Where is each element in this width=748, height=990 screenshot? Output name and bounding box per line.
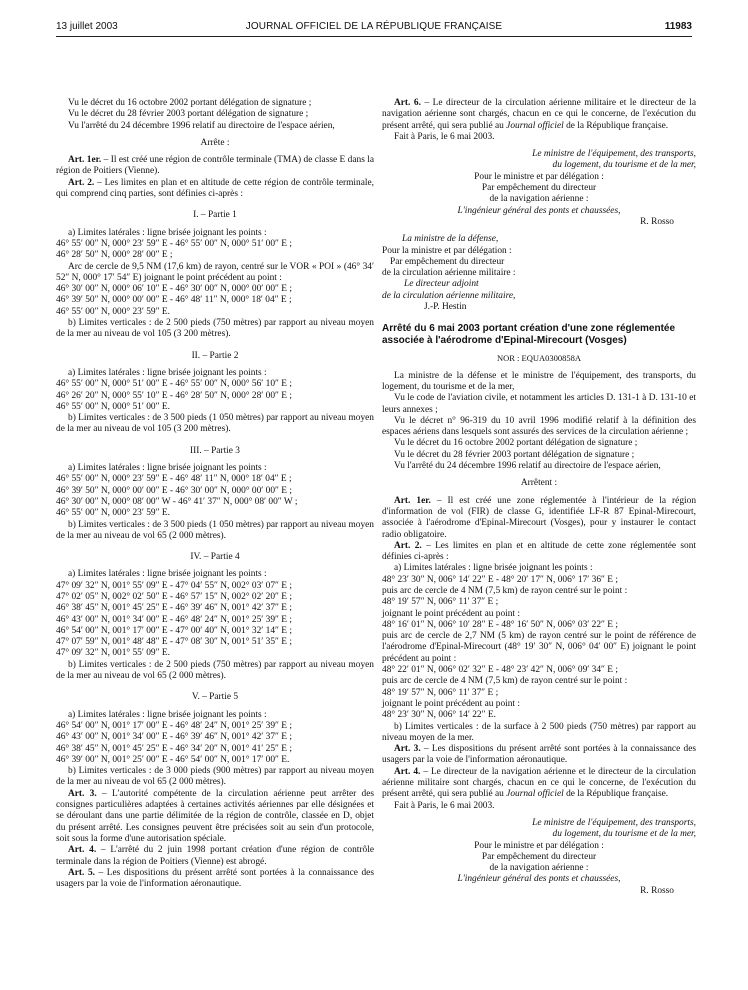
article-2 [382, 541, 696, 564]
lateral-limits: a) Limites latérales : ligne brisée joignant les points : [68, 709, 267, 720]
section-title: I. – Partie 1 [193, 210, 237, 221]
signature-line: Pour la ministre et par délégation : [382, 245, 512, 256]
arrete-heading: Arrêtent : [520, 478, 558, 489]
article-6 [382, 98, 696, 132]
article-3 [382, 744, 696, 767]
article-label: Art. 3. [68, 788, 97, 799]
right-column [382, 98, 696, 897]
coordinate-line: 48° 23′ 30″ N, 006° 14′ 22″ E - 48° 20′ 17″ N, 006° 17′ 36″ E ; [382, 574, 618, 585]
coordinate-line: 46° 55′ 00″ N, 000° 23′ 59″ E - 46° 48′ 11″ N, 000° 18′ 04″ E ; [56, 474, 292, 485]
lateral-limits: a) Limites latérales : ligne brisée joignant les points : [68, 463, 267, 474]
header-rule [56, 36, 692, 37]
article-text: – L'arrêté du 2 juin 1998 portant création d'une région de contrôle terminale dans la région de Poitiers (Vienne) est abrogé. [56, 845, 374, 867]
signatory-title: du logement, du tourisme et de la mer, [552, 829, 696, 840]
done-at-line: Fait à Paris, le 6 mai 2003. [394, 131, 495, 142]
coordinate-line: 46° 39′ 00″ N, 001° 25′ 00″ E - 46° 54′ 00″ N, 001° 17′ 00″ E. [56, 754, 290, 765]
coordinate-line: 46° 39′ 50″ N, 000° 00′ 00″ E - 46° 30′ 00″ N, 000° 00′ 00″ E ; [56, 485, 292, 496]
vu-paragraph: Vu l'arrêté du 24 décembre 1996 relatif au directoire de l'espace aérien, [68, 120, 335, 131]
decree-title: Arrêté du 6 mai 2003 portant création d'une zone réglementée associée à l'aérodrome d'Epinal-Mirecourt (Vosges) [382, 323, 676, 347]
article-text: – Les limites en plan et en altitude de cette zone réglementée sont définies ci-après : [382, 540, 696, 563]
article-text: – Le directeur de la navigation aérienne et le directeur de la circulation aérienne militaire sont chargés, chacun en ce qui le concerne, de l'exécution du présent arrêté, qui sera publié au [382, 766, 696, 800]
signature-line: de la navigation aérienne : [489, 863, 589, 874]
article-label: Art. 1er. [68, 155, 102, 166]
coordinate-line: 46° 55′ 00″ N, 000° 51′ 00″ E - 46° 55′ 00″ N, 000° 56′ 10″ E ; [56, 379, 292, 390]
coordinate-line: 47° 02′ 05″ N, 002° 02′ 50″ E - 46° 57′ 15″ N, 002° 02′ 20″ E ; [56, 591, 292, 602]
lateral-limits: a) Limites latérales : ligne brisée joignant les points : [68, 367, 267, 378]
coordinate-line: 46° 43′ 00″ N, 001° 34′ 00″ E - 46° 48′ 24″ N, 001° 25′ 39″ E ; [56, 614, 292, 625]
signature-line: Le directeur adjoint [404, 279, 479, 290]
article-text: – Il est créé une région de contrôle terminale (TMA) de classe E dans la région de Poitiers (Vienne). [56, 155, 374, 177]
article-2 [56, 178, 374, 201]
signature-line: Pour le ministre et par délégation : [474, 840, 604, 851]
article-label: Art. 6. [394, 98, 421, 108]
article-label: Art. 2. [68, 177, 95, 188]
article-label: Art. 4. [68, 845, 97, 856]
article-1 [56, 155, 374, 178]
done-at-line: Fait à Paris, le 6 mai 2003. [394, 800, 495, 811]
coordinate-line: 46° 30′ 00″ N, 000° 06′ 10″ E - 46° 30′ 00″ N, 000° 00′ 00″ E ; [56, 284, 292, 295]
vu-paragraph: Vu le décret du 28 février 2003 portant délégation de signature ; [394, 449, 635, 460]
article-text: de la République française. [563, 120, 669, 131]
coordinate-line: 46° 30′ 00″ N, 000° 08′ 00″ W - 46° 41′ 37″ N, 000° 08′ 00″ W ; [56, 496, 298, 507]
join-description: joignant le point précédent au point : [382, 698, 520, 709]
nor-reference: NOR : EQUA0300858A [496, 353, 582, 364]
coordinate-line: 46° 28′ 50″ N, 000° 28′ 00″ E ; [56, 250, 173, 261]
vertical-limits: b) Limites verticales : de 3 500 pieds (1 050 mètres) par rapport au niveau moyen de la mer au niveau de vol 65 (2 000 mètres). [56, 519, 374, 541]
vertical-limits: b) Limites verticales : de 3 500 pieds (1 050 mètres) par rapport au niveau moyen de la mer au niveau de vol 105 (3 200 mètres). [56, 413, 374, 435]
left-column [56, 98, 374, 890]
coordinate-line: 46° 55′ 00″ N, 000° 23′ 59″ E - 46° 55′ 00″ N, 000° 51′ 00″ E ; [56, 238, 292, 249]
article-text: – Il est créé une zone réglementée à l'intérieur de la région d'information de vol (FIR) de classe G, identifiée LF-R 87 Epinal-Mirecourt, associée à l'aérodrome d'Epinal-Mirecourt (Vosges), pour y instaurer le contact radio obligatoire. [382, 495, 697, 540]
vertical-limits: b) Limites verticales : de 3 000 pieds (900 mètres) par rapport au niveau moyen de la mer au niveau de vol 65 (2 000 mètres). [56, 766, 374, 788]
article-label: Art. 2. [394, 540, 422, 551]
vu-paragraph: Vu l'arrêté du 24 décembre 1996 relatif au directoire de l'espace aérien, [394, 461, 661, 472]
signatory-name: R. Rosso [640, 885, 674, 896]
arrete-heading: Arrête : [200, 137, 230, 148]
signatory-name: J.-P. Hestin [424, 302, 467, 313]
article-3 [56, 789, 374, 845]
vu-paragraph: Vu le code de l'aviation civile, et notamment les articles D. 131-1 à D. 131-10 et leurs annexes ; [382, 393, 696, 415]
header-page-number: 11983 [664, 21, 692, 32]
signatory-title: Le ministre de l'équipement, des transports, [532, 149, 696, 160]
coordinate-line: 46° 26′ 20″ N, 000° 55′ 10″ E - 46° 28′ 50″ N, 000° 28′ 00″ E ; [56, 390, 292, 401]
vu-paragraph: Vu le décret n° 96-319 du 10 avril 1996 modifié relatif à la définition des espaces aériens dans lesquels sont assurés des services de la circulation aérienne ; [382, 415, 696, 438]
vertical-limits: b) Limites verticales : de 2 500 pieds (750 mètres) par rapport au niveau moyen de la mer au niveau de vol 65 (2 000 mètres). [56, 659, 374, 682]
section-title: V. – Partie 5 [191, 692, 239, 703]
article-4 [382, 767, 696, 801]
coordinate-line: 46° 55′ 00″ N, 000° 51′ 00″ E. [56, 401, 170, 412]
article-1 [382, 496, 696, 541]
article-label: Art. 1er. [394, 495, 431, 506]
coordinate-line: 46° 39′ 50″ N, 000° 00′ 00″ E - 46° 48′ 11″ N, 000° 18′ 04″ E ; [56, 295, 292, 306]
lateral-limits: a) Limites latérales : ligne brisée joignant les points : [394, 563, 593, 574]
signature-line: Par empêchement du directeur [481, 851, 597, 862]
journal-reference: Journal officiel [506, 120, 564, 131]
coordinate-line: 48° 16′ 01″ N, 006° 10′ 28″ E - 48° 16′ 50″ N, 006° 03′ 22″ E ; [382, 619, 618, 630]
intro-paragraph: La ministre de la défense et le ministre de l'équipement, des transports, du logement, du tourisme et de la mer, [382, 370, 696, 392]
header-date: 13 juillet 2003 [56, 21, 118, 32]
lateral-limits: a) Limites latérales : ligne brisée joignant les points : [68, 227, 267, 238]
signatory-name: R. Rosso [640, 216, 674, 227]
coordinate-line: 46° 55′ 00″ N, 000° 23′ 59″ E. [56, 508, 170, 519]
coordinate-line: 48° 19′ 57″ N, 006° 11′ 37″ E ; [382, 597, 499, 608]
signatory-title: du logement, du tourisme et de la mer, [552, 160, 696, 171]
vu-paragraph: Vu le décret du 16 octobre 2002 portant délégation de signature ; [394, 438, 638, 449]
coordinate-line: 46° 54′ 00″ N, 001° 17′ 00″ E - 46° 48′ 24″ N, 001° 25′ 39″ E ; [56, 720, 292, 731]
arc-description: puis arc de cercle de 4 NM (7,5 km) de rayon centré sur le point : [382, 676, 628, 687]
coordinate-line: 46° 38′ 45″ N, 001° 45′ 25″ E - 46° 34′ 20″ N, 001° 41′ 25″ E ; [56, 743, 292, 754]
signature-line: Par empêchement du directeur [481, 183, 597, 194]
article-text: – Les limites en plan et en altitude de cette région de contrôle terminale, qui comprend cinq parties, sont définies ci-après : [56, 177, 374, 200]
coordinate-line: 46° 43′ 00″ N, 001° 34′ 00″ E - 46° 39′ 46″ N, 001° 42′ 37″ E ; [56, 732, 292, 743]
lateral-limits: a) Limites latérales : ligne brisée joignant les points : [68, 569, 267, 580]
article-5 [56, 868, 374, 891]
coordinate-line: 47° 09′ 32″ N, 001° 55′ 09″ E - 47° 04′ 55″ N, 002° 03′ 07″ E ; [56, 580, 292, 591]
header-journal-title: JOURNAL OFFICIEL DE LA RÉPUBLIQUE FRANÇAISE [245, 21, 503, 32]
signature-line: de la navigation aérienne : [489, 194, 589, 205]
article-label: Art. 4. [394, 766, 421, 777]
signature-line: L'ingénieur général des ponts et chaussées, [457, 205, 621, 216]
signatory-title: La ministre de la défense, [402, 234, 499, 245]
arc-description: puis arc de cercle de 2,7 NM (5 km) de rayon centré sur le point de référence de l'aérodrome d'Epinal-Mirecourt (48° 19′ 30″ N, 006° 04′ 00″ E) joignant le point précédent au point : [382, 631, 696, 664]
article-text: – Les dispositions du présent arrêté sont portées à la connaissance des usagers par la voie de l'information aéronautique. [56, 867, 374, 890]
signature-line: Par empêchement du directeur [390, 256, 505, 267]
coordinate-line: 48° 19′ 57″ N, 006° 11′ 37″ E ; [382, 687, 499, 698]
vertical-limits: b) Limites verticales : de 2 500 pieds (750 mètres) par rapport au niveau moyen de la mer au niveau de vol 105 (3 200 mètres). [56, 318, 374, 340]
journal-reference: Journal officiel [506, 789, 564, 800]
article-text: – Les dispositions du présent arrêté sont portées à la connaissance des usagers par la voie de l'information aéronautique. [382, 744, 696, 766]
article-text: – L'autorité compétente de la circulation aérienne peut arrêter des consignes particulières adaptées à certaines activités aériennes par elle désignées et se déroulant dans une partie délimitée de la région de contrôle, classée en D, objet du présent arrêté. Les consignes peuvent être précisées soit au sein d'un protocole, soit sous la forme d'une autorisation spéciale. [56, 788, 374, 844]
arc-description: Arc de cercle de 9,5 NM (17,6 km) de rayon, centré sur le VOR « POI » (46° 34′ 52″ N, 000° 17′ 54″ E) joignant le point précédent au point : [56, 261, 374, 283]
signatory-title: Le ministre de l'équipement, des transports, [532, 817, 696, 828]
article-text: de la République française. [563, 789, 669, 800]
section-title: III. – Partie 3 [190, 445, 240, 456]
article-text: – Le directeur de la circulation aérienne militaire et le directeur de la navigation aérienne sont chargés, chacun en ce qui le concerne, de l'exécution du présent arrêté, qui sera publié au [382, 98, 696, 131]
coordinate-line: 47° 07′ 59″ N, 001° 48′ 48″ E - 47° 08′ 30″ N, 001° 51′ 35″ E ; [56, 637, 292, 648]
signature-line: de la circulation aérienne militaire : [382, 268, 516, 279]
article-label: Art. 3. [394, 744, 421, 755]
signature-line: Pour le ministre et par délégation : [474, 171, 604, 182]
section-title: IV. – Partie 4 [190, 552, 240, 563]
coordinate-line: 46° 55′ 00″ N, 000° 23′ 59″ E. [56, 306, 170, 317]
signature-line: de la circulation aérienne militaire, [382, 290, 516, 301]
arc-description: puis arc de cercle de 4 NM (7,5 km) de rayon centré sur le point : [382, 585, 628, 596]
running-header [56, 21, 692, 35]
coordinate-line: 46° 54′ 00″ N, 001° 17′ 00″ E - 47° 00′ 40″ N, 001° 32′ 14″ E ; [56, 625, 292, 636]
vu-paragraph: Vu le décret du 28 février 2003 portant délégation de signature ; [68, 109, 309, 120]
coordinate-line: 46° 38′ 45″ N, 001° 45′ 25″ E - 46° 39′ 46″ N, 001° 42′ 37″ E ; [56, 603, 292, 614]
signature-line: L'ingénieur général des ponts et chaussées, [457, 874, 621, 885]
join-description: joignant le point précédent au point : [382, 608, 520, 619]
article-label: Art. 5. [68, 867, 95, 878]
coordinate-line: 47° 09′ 32″ N, 001° 55′ 09″ E. [56, 648, 170, 659]
article-4 [56, 845, 374, 868]
vertical-limits: b) Limites verticales : de la surface à 2 500 pieds (750 mètres) par rapport au niveau moyen de la mer. [382, 721, 696, 743]
vu-paragraph: Vu le décret du 16 octobre 2002 portant délégation de signature ; [68, 98, 312, 108]
section-title: II. – Partie 2 [191, 350, 239, 361]
coordinate-line: 48° 22′ 01″ N, 006° 02′ 32″ E - 48° 23′ 42″ N, 006° 09′ 34″ E ; [382, 665, 618, 676]
coordinate-line: 48° 23′ 30″ N, 006° 14′ 22″ E. [382, 710, 496, 721]
